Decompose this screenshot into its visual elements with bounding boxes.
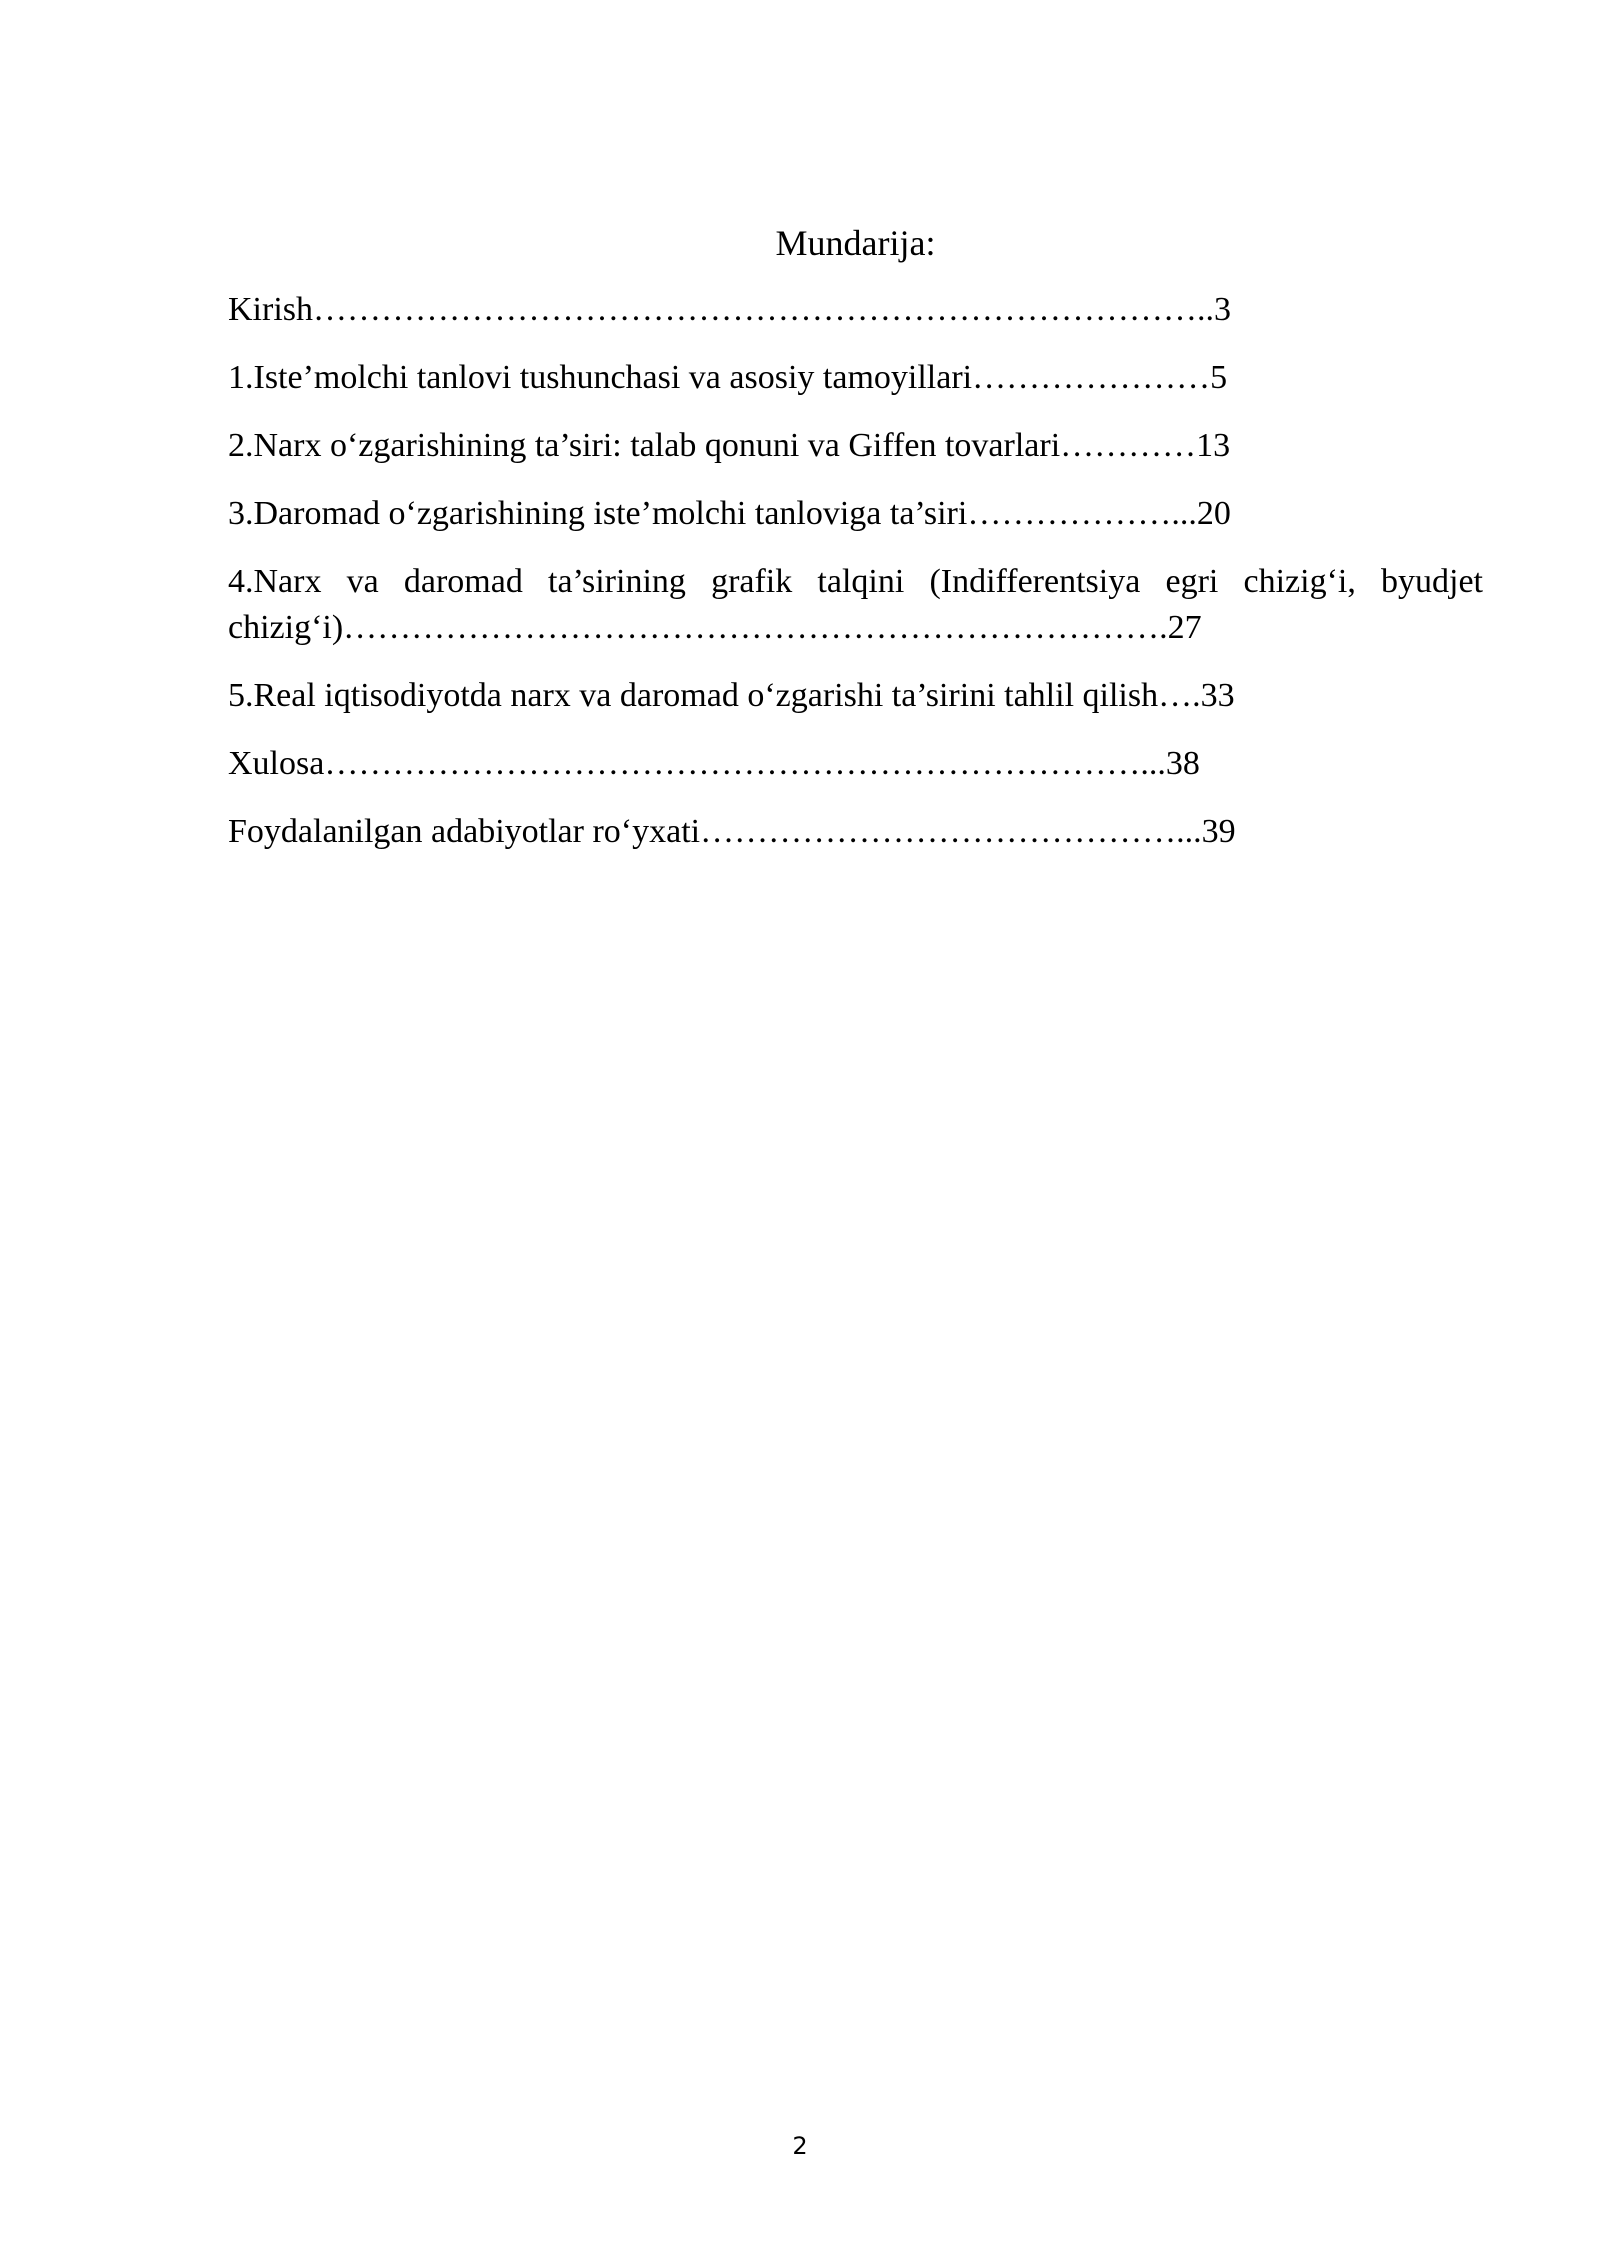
toc-entry-chapter-3: 3.Daromad o‘zgarishining iste’molchi tanloviga ta’siri………………...20 xyxy=(228,495,1231,532)
toc-entry-chapter-2: 2.Narx o‘zgarishining ta’siri: talab qonuni va Giffen tovarlari…………13 xyxy=(228,427,1231,464)
toc-entry-introduction: Kirish……………………………………………………………………..3 xyxy=(228,291,1231,328)
toc-title: Mundarija: xyxy=(775,223,936,263)
toc-entry-chapter-5: 5.Real iqtisodiyotda narx va daromad o‘zgarishi ta’sirini tahlil qilish….33 xyxy=(228,677,1235,714)
toc-entry-chapter-1: 1.Iste’molchi tanlovi tushunchasi va asosiy tamoyillari…………………5 xyxy=(228,359,1228,396)
toc-entry-references: Foydalanilgan adabiyotlar ro‘yxati……………………………………...39 xyxy=(228,813,1236,850)
page-number: 2 xyxy=(792,2132,808,2160)
toc-entry-chapter-4: 4.Narx va daromad ta’sirining grafik talqini (Indifferentsiya egri chizig‘i, byudjet chizig‘i)……………………………………………………………….27 xyxy=(228,563,1483,646)
table-of-contents xyxy=(228,218,1483,877)
toc-entry-conclusion: Xulosa………………………………………………………………...38 xyxy=(228,745,1200,782)
